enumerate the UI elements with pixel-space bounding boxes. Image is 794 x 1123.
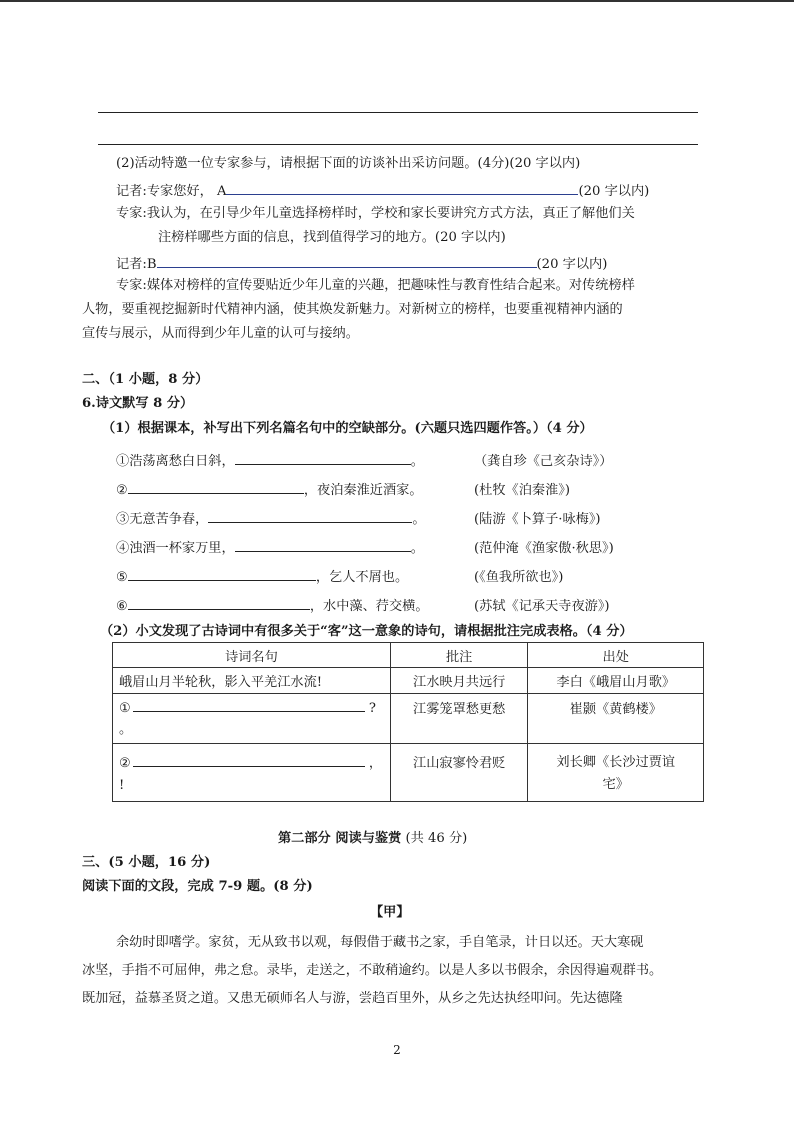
part1-prompt: （1）根据课本，补写出下列名篇名句中的空缺部分。(六题只选四题作答。）（4 分）	[102, 421, 593, 436]
reporter-label: 记者:	[116, 184, 147, 199]
poem-end: ，	[368, 756, 383, 771]
expert1-line1	[116, 205, 635, 223]
table-header: 诗词名句	[113, 643, 391, 668]
fill-item-1	[116, 450, 424, 471]
reporter-label-b: 记者:	[116, 257, 147, 272]
fill-item-6	[116, 595, 429, 616]
fill-blank[interactable]	[235, 450, 411, 465]
poem-line2: !	[119, 778, 125, 793]
fill-source-1: （龚自珍《己亥杂诗》）	[474, 454, 613, 469]
fill-blank[interactable]	[235, 537, 411, 552]
table-cell-poem	[113, 694, 391, 744]
poem-table	[112, 642, 704, 802]
item-num: ②	[116, 483, 128, 498]
expert2-line1	[116, 277, 635, 295]
source-line1: 刘长卿《长沙过贾谊	[556, 755, 676, 770]
fill-blank[interactable]	[208, 508, 412, 523]
item-after: 。	[412, 512, 426, 527]
poem-line2: 。	[119, 722, 133, 737]
expert1-line2: 注榜样哪些方面的信息，找到值得学习的地方。(20 字以内)	[158, 230, 506, 245]
poem-line: 峨眉山月半轮秋，影入平羌江水流!	[119, 675, 323, 690]
fill-blank[interactable]	[128, 566, 316, 581]
reading-instruction: 阅读下面的文段，完成 7-9 题。(8 分)	[82, 879, 313, 894]
fill-source-2: (杜牧《泊秦淮》)	[474, 483, 571, 498]
fill-item-2	[116, 479, 423, 500]
table-header-row	[113, 643, 704, 668]
fill-blank[interactable]	[128, 479, 304, 494]
item-num: ⑤	[116, 570, 128, 585]
limit-b: (20 字以内)	[536, 257, 608, 272]
table-cell-poem	[113, 744, 391, 802]
part2-prompt: （2）小文发现了古诗词中有很多关于“客”这一意象的诗句，请根据批注完成表格。（4 分）	[100, 624, 633, 639]
page-number: 2	[393, 1043, 401, 1057]
source-line2: 宅》	[602, 777, 629, 792]
page-top-border	[0, 0, 794, 2]
passage-line1: 余幼时即嗜学。家贫，无从致书以观，每假借于藏书之家，手自笔录，计日以还。天大寒砚	[116, 935, 644, 950]
fill-item-4	[116, 537, 424, 558]
jia-label: 【甲】	[370, 905, 410, 920]
item-num: ④	[116, 541, 130, 556]
item-before: 无意苦争春，	[129, 512, 209, 527]
reporter-b-line	[116, 253, 607, 274]
item-num: ⑥	[116, 599, 128, 614]
expert2-text1: 媒体对榜样的宣传要贴近少年儿童的兴趣，把趣味性与教育性结合起来。对传统榜样	[146, 278, 635, 293]
fill-source-6: (苏轼《记承天寺夜游》)	[474, 599, 610, 614]
answer-line-1	[98, 112, 698, 113]
poem-num: ②	[119, 756, 131, 771]
passage-line2: 冰坚，手指不可屈伸，弗之怠。录毕，走送之，不敢稍逾约。以是人多以书假余，余因得遍观群书。	[82, 963, 663, 978]
item-before: 浊酒一杯家万里，	[129, 541, 235, 556]
item-after: ，夜泊秦淮近酒家。	[303, 483, 423, 498]
item-num: ①	[116, 454, 130, 469]
fill-source-4: (范仲淹《渔家傲·秋思》)	[474, 541, 614, 556]
table-row	[113, 694, 704, 744]
expert2-line3: 宣传与展示，从而得到少年儿童的认可与接纳。	[82, 326, 359, 341]
table-cell-note: 江山寂寥怜君贬	[390, 744, 528, 802]
answer-line-2	[98, 144, 698, 145]
item-after: 。	[410, 541, 424, 556]
fill-source-5: (《鱼我所欲也》)	[474, 570, 564, 585]
item-num: ③	[116, 512, 130, 527]
section3-header: 三、(5 小题，16 分)	[82, 855, 211, 870]
table-blank[interactable]	[133, 752, 365, 767]
item-after: ，乞人不屑也。	[315, 570, 409, 585]
q2-prompt: (2)活动特邀一位专家参与，请根据下面的访谈补出采访问题。(4分)(20 字以内)	[116, 156, 581, 171]
blank-b[interactable]	[157, 253, 537, 268]
item-after: ，水中藻、荇交横。	[309, 599, 429, 614]
passage-line3: 既加冠，益慕圣贤之道。又患无硕师名人与游，尝趋百里外，从乡之先达执经叩问。先达德隆	[82, 991, 623, 1006]
fill-blank[interactable]	[128, 595, 310, 610]
expert-label: 专家:	[116, 206, 147, 221]
expert-label-2: 专家:	[116, 278, 147, 293]
reporter-b-text: B	[146, 257, 157, 272]
table-cell-source	[528, 744, 704, 802]
table-cell-note: 江水映月共远行	[390, 668, 528, 694]
fill-source-3: (陆游《卜算子·咏梅》)	[474, 512, 601, 527]
poem-end: ?	[368, 701, 376, 716]
table-row	[113, 744, 704, 802]
part2-title-line	[278, 830, 467, 848]
poem-num: ①	[119, 701, 131, 716]
item-after: 。	[410, 454, 424, 469]
table-row	[113, 668, 704, 694]
table-header: 出处	[528, 643, 704, 668]
part2-score: (共 46 分)	[405, 831, 468, 846]
table-blank[interactable]	[133, 697, 365, 712]
table-header: 批注	[390, 643, 528, 668]
reporter-a-line	[116, 180, 649, 201]
table-cell-poem	[113, 668, 391, 694]
fill-item-5	[116, 566, 408, 587]
section2-header: 二、（1 小题，8 分）	[82, 372, 209, 387]
q6-title: 6.诗文默写 8 分）	[82, 396, 194, 411]
part2-title: 第二部分 阅读与鉴赏	[278, 831, 402, 846]
expert1-text1: 我认为，在引导少年儿童选择榜样时，学校和家长要讲究方式方法，真正了解他们关	[146, 206, 635, 221]
expert2-line2: 人物，要重视挖掘新时代精神内涵，使其焕发新魅力。对新树立的榜样，也要重视精神内涵的	[82, 302, 623, 317]
table-cell-source: 李白《峨眉山月歌》	[528, 668, 704, 694]
table-cell-source: 崔颢《黄鹤楼》	[528, 694, 704, 744]
blank-a[interactable]	[226, 180, 578, 195]
reporter-a-text: 专家您好， A	[146, 184, 227, 199]
fill-item-3	[116, 508, 426, 529]
table-cell-note: 江雾笼罩愁更愁	[390, 694, 528, 744]
limit-a: (20 字以内)	[578, 184, 650, 199]
item-before: 浩荡离愁白日斜，	[129, 454, 235, 469]
